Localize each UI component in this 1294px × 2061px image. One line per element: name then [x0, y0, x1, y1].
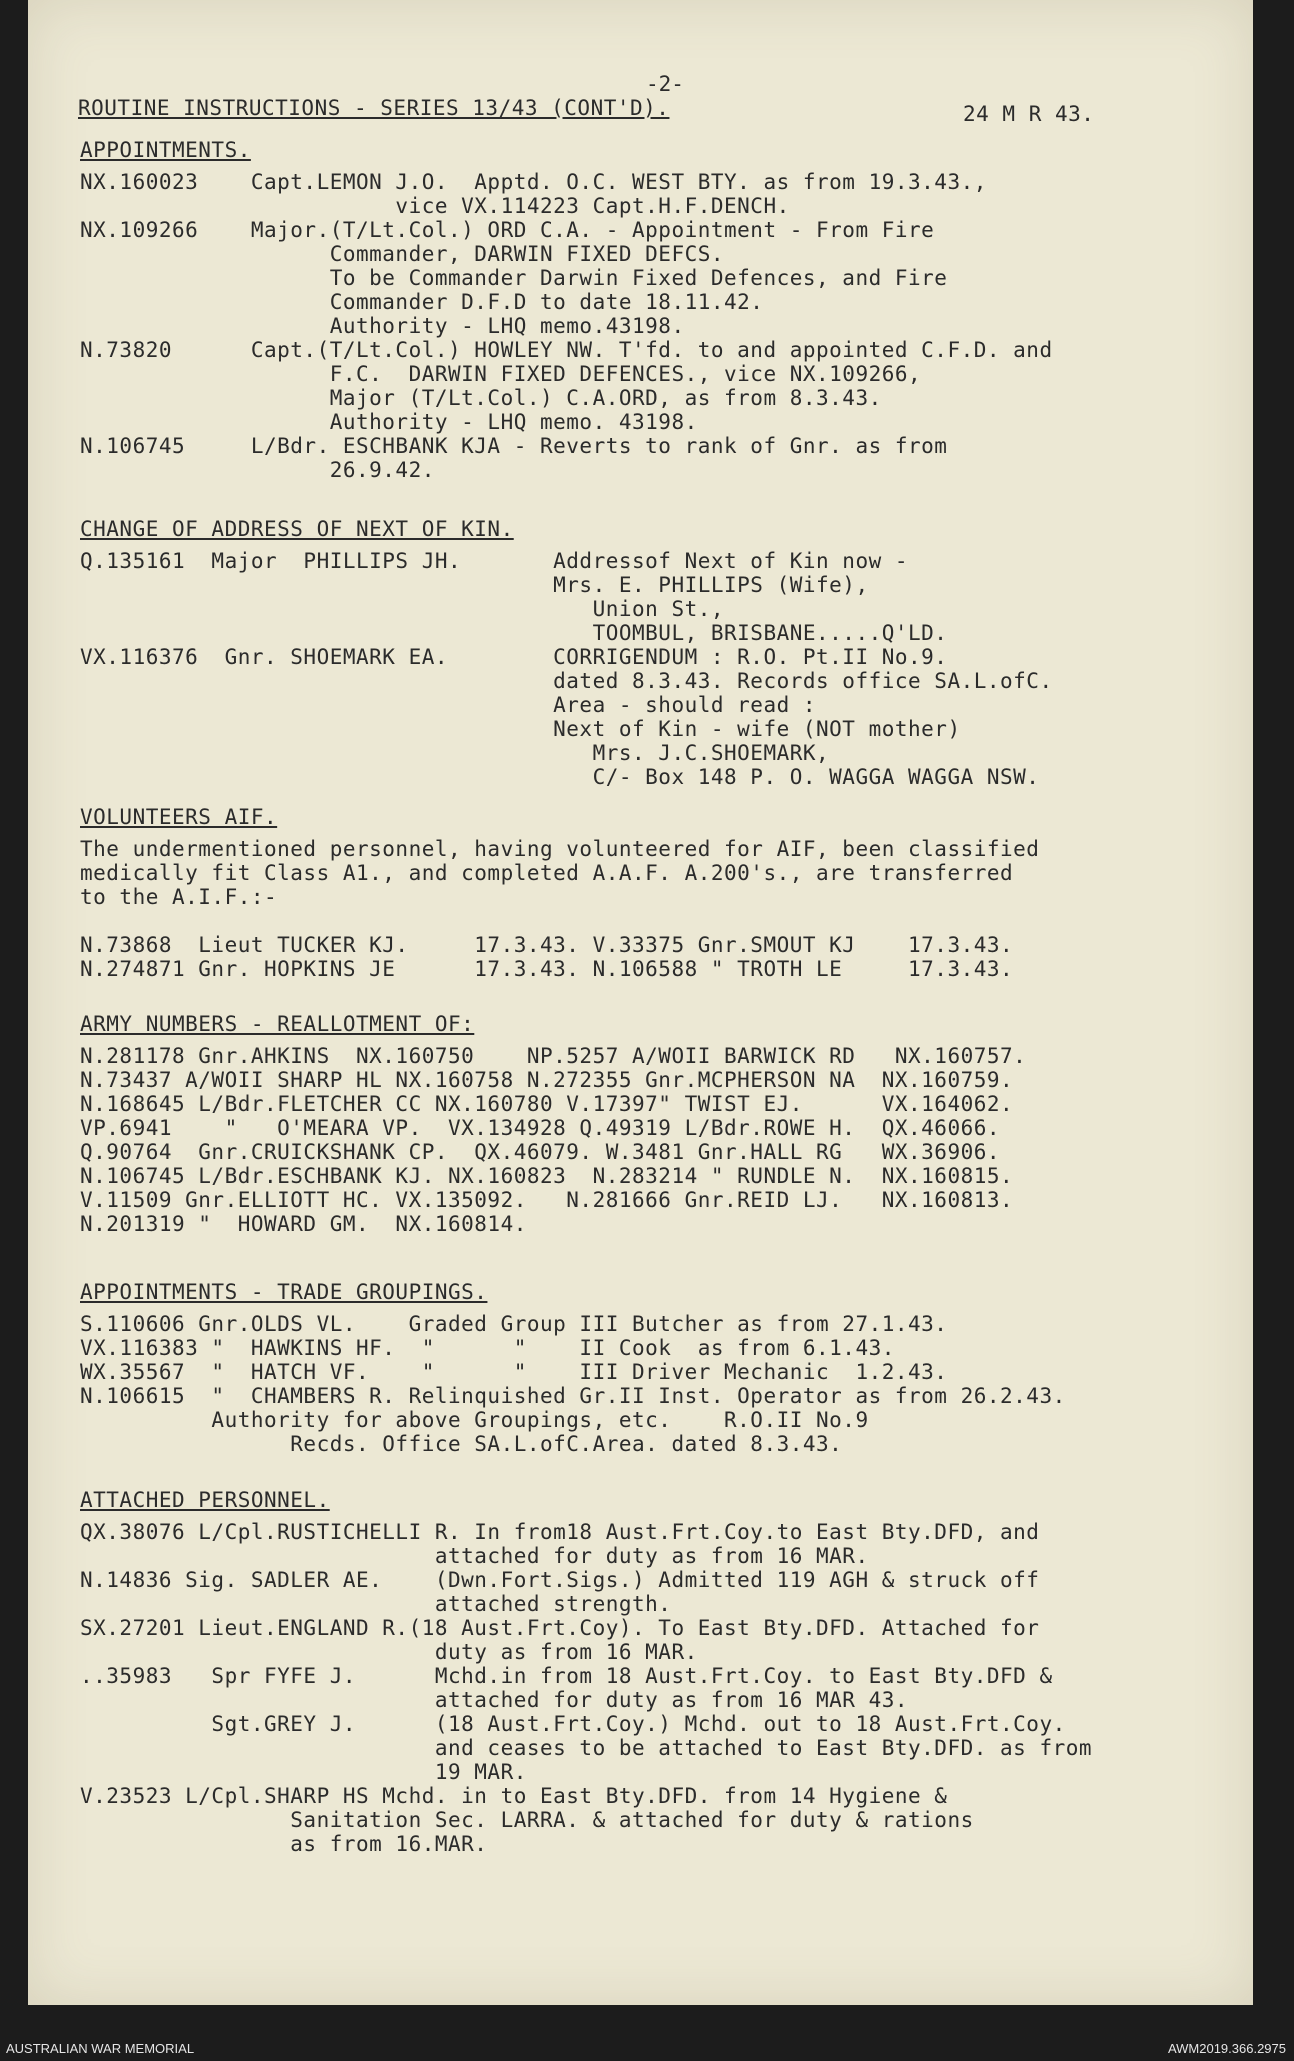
- appointments-line: 26.9.42.: [80, 458, 435, 482]
- appointments-line: Authority - LHQ memo.43198.: [80, 314, 685, 338]
- footer-institution: AUSTRALIAN WAR MEMORIAL: [6, 2041, 195, 2056]
- attached-personnel-line: ..35983 Spr FYFE J. Mchd.in from 18 Aust.Frt.Coy. to East Bty.DFD &: [80, 1664, 1053, 1688]
- volunteers-aif-line: to the A.I.F.:-: [80, 885, 278, 909]
- appointments-trade-groupings-heading: APPOINTMENTS - TRADE GROUPINGS.: [80, 1280, 488, 1304]
- attached-personnel-line: N.14836 Sig. SADLER AE. (Dwn.Fort.Sigs.) Admitted 119 AGH & struck off: [80, 1568, 1040, 1592]
- attached-personnel-line: 19 MAR.: [80, 1760, 527, 1784]
- appointments-trade-groupings-line: S.110606 Gnr.OLDS VL. Graded Group III Butcher as from 27.1.43.: [80, 1312, 948, 1336]
- army-numbers-reallotment-line: N.281178 Gnr.AHKINS NX.160750 NP.5257 A/WOII BARWICK RD NX.160757.: [80, 1044, 1027, 1068]
- attached-personnel-line: Sanitation Sec. LARRA. & attached for duty & rations: [80, 1808, 974, 1832]
- change-of-address-next-of-kin-line: Area - should read :: [80, 693, 817, 717]
- change-of-address-next-of-kin-line: Mrs. J.C.SHOEMARK,: [80, 741, 830, 765]
- army-numbers-reallotment-line: Q.90764 Gnr.CRUICKSHANK CP. QX.46079. W.3481 Gnr.HALL RG WX.36906.: [80, 1140, 1001, 1164]
- appointments-line: Major (T/Lt.Col.) C.A.ORD, as from 8.3.43.: [80, 386, 882, 410]
- change-of-address-next-of-kin-line: Union St.,: [80, 597, 725, 621]
- archive-footer: [0, 2036, 1294, 2061]
- appointments-line: N.73820 Capt.(T/Lt.Col.) HOWLEY NW. T'fd. to and appointed C.F.D. and: [80, 338, 1053, 362]
- change-of-address-next-of-kin-line: Mrs. E. PHILLIPS (Wife),: [80, 573, 869, 597]
- army-numbers-reallotment-line: V.11509 Gnr.ELLIOTT HC. VX.135092. N.281666 Gnr.REID LJ. NX.160813.: [80, 1188, 1014, 1212]
- attached-personnel-line: attached for duty as from 16 MAR 43.: [80, 1688, 909, 1712]
- volunteers-aif-line: N.73868 Lieut TUCKER KJ. 17.3.43. V.33375 Gnr.SMOUT KJ 17.3.43.: [80, 933, 1014, 957]
- change-of-address-next-of-kin-line: C/- Box 148 P. O. WAGGA WAGGA NSW.: [80, 765, 1040, 789]
- page-number: -2-: [646, 72, 684, 96]
- appointments-trade-groupings-line: WX.35567 " HATCH VF. " " III Driver Mechanic 1.2.43.: [80, 1360, 948, 1384]
- army-numbers-reallotment-line: N.106745 L/Bdr.ESCHBANK KJ. NX.160823 N.283214 " RUNDLE N. NX.160815.: [80, 1164, 1014, 1188]
- change-of-address-next-of-kin-line: TOOMBUL, BRISBANE.....Q'LD.: [80, 621, 948, 645]
- attached-personnel-line: QX.38076 L/Cpl.RUSTICHELLI R. In from18 Aust.Frt.Coy.to East Bty.DFD, and: [80, 1520, 1040, 1544]
- appointments-line: NX.160023 Capt.LEMON J.O. Apptd. O.C. WEST BTY. as from 19.3.43.,: [80, 170, 987, 194]
- army-numbers-reallotment-line: N.73437 A/WOII SHARP HL NX.160758 N.272355 Gnr.MCPHERSON NA NX.160759.: [80, 1068, 1014, 1092]
- appointments-line: F.C. DARWIN FIXED DEFENCES., vice NX.109266,: [80, 362, 922, 386]
- header-title: ROUTINE INSTRUCTIONS - SERIES 13/43 (CONT'D).: [78, 96, 670, 120]
- change-of-address-next-of-kin-line: Next of Kin - wife (NOT mother): [80, 717, 961, 741]
- appointments-line: Authority - LHQ memo. 43198.: [80, 410, 698, 434]
- volunteers-aif-line: N.274871 Gnr. HOPKINS JE 17.3.43. N.106588 " TROTH LE 17.3.43.: [80, 957, 1014, 981]
- change-of-address-next-of-kin-line: dated 8.3.43. Records office SA.L.ofC.: [80, 669, 1053, 693]
- attached-personnel-line: V.23523 L/Cpl.SHARP HS Mchd. in to East Bty.DFD. from 14 Hygiene &: [80, 1784, 948, 1808]
- document-page: [28, 0, 1253, 2005]
- appointments-line: To be Commander Darwin Fixed Defences, and Fire: [80, 266, 948, 290]
- attached-personnel-line: attached for duty as from 16 MAR.: [80, 1544, 869, 1568]
- appointments-trade-groupings-line: VX.116383 " HAWKINS HF. " " II Cook as from 6.1.43.: [80, 1336, 895, 1360]
- volunteers-aif-line: The undermentioned personnel, having volunteered for AIF, been classified: [80, 837, 1040, 861]
- appointments-trade-groupings-line: Recds. Office SA.L.ofC.Area. dated 8.3.43.: [80, 1432, 843, 1456]
- attached-personnel-line: duty as from 16 MAR.: [80, 1640, 698, 1664]
- attached-personnel-line: Sgt.GREY J. (18 Aust.Frt.Coy.) Mchd. out to 18 Aust.Frt.Coy.: [80, 1712, 1066, 1736]
- attached-personnel-line: as from 16.MAR.: [80, 1832, 488, 1856]
- change-of-address-next-of-kin-heading: CHANGE OF ADDRESS OF NEXT OF KIN.: [80, 517, 514, 541]
- army-numbers-reallotment-line: N.168645 L/Bdr.FLETCHER CC NX.160780 V.17397" TWIST EJ. VX.164062.: [80, 1092, 1014, 1116]
- army-numbers-reallotment-heading: ARMY NUMBERS - REALLOTMENT OF:: [80, 1012, 475, 1036]
- appointments-line: Commander, DARWIN FIXED DEFCS.: [80, 242, 725, 266]
- appointments-line: vice VX.114223 Capt.H.F.DENCH.: [80, 194, 790, 218]
- appointments-trade-groupings-line: Authority for above Groupings, etc. R.O.II No.9: [80, 1408, 869, 1432]
- appointments-line: N.106745 L/Bdr. ESCHBANK KJA - Reverts to rank of Gnr. as from: [80, 434, 948, 458]
- attached-personnel-line: SX.27201 Lieut.ENGLAND R.(18 Aust.Frt.Coy). To East Bty.DFD. Attached for: [80, 1616, 1040, 1640]
- appointments-line: Commander D.F.D to date 18.11.42.: [80, 290, 764, 314]
- appointments-heading: APPOINTMENTS.: [80, 138, 251, 162]
- footer-accession-number: AWM2019.366.2975: [1167, 2041, 1286, 2056]
- attached-personnel-line: attached strength.: [80, 1592, 672, 1616]
- change-of-address-next-of-kin-line: Q.135161 Major PHILLIPS JH. Addressof Next of Kin now -: [80, 549, 909, 573]
- volunteers-aif-line: medically fit Class A1., and completed A.A.F. A.200's., are transferred: [80, 861, 1014, 885]
- volunteers-aif-heading: VOLUNTEERS AIF.: [80, 805, 278, 829]
- appointments-line: NX.109266 Major.(T/Lt.Col.) ORD C.A. - Appointment - From Fire: [80, 218, 935, 242]
- attached-personnel-heading: ATTACHED PERSONNEL.: [80, 1488, 330, 1512]
- army-numbers-reallotment-line: VP.6941 " O'MEARA VP. VX.134928 Q.49319 L/Bdr.ROWE H. QX.46066.: [80, 1116, 1001, 1140]
- attached-personnel-line: and ceases to be attached to East Bty.DFD. as from: [80, 1736, 1093, 1760]
- appointments-trade-groupings-line: N.106615 " CHAMBERS R. Relinquished Gr.II Inst. Operator as from 26.2.43.: [80, 1384, 1066, 1408]
- change-of-address-next-of-kin-line: VX.116376 Gnr. SHOEMARK EA. CORRIGENDUM : R.O. Pt.II No.9.: [80, 645, 948, 669]
- header-date: 24 M R 43.: [963, 102, 1095, 126]
- army-numbers-reallotment-line: N.201319 " HOWARD GM. NX.160814.: [80, 1212, 527, 1236]
